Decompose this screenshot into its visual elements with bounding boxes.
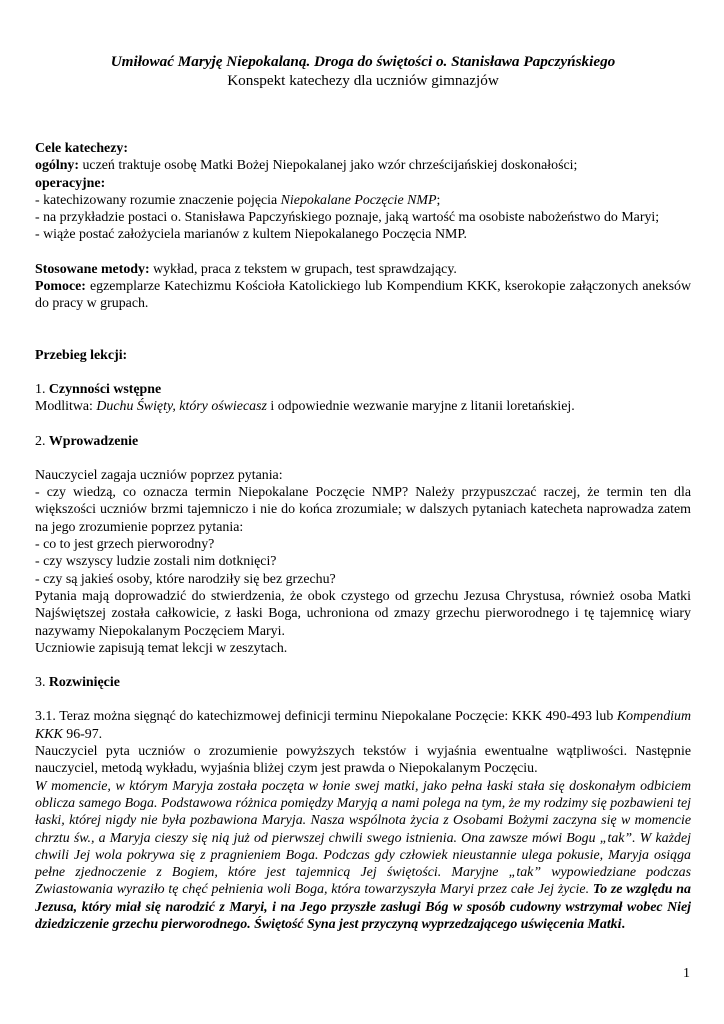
goal-general: ogólny: uczeń traktuje osobę Matki Bożej Niepokalanej jako wzór chrześcijańskiej doskonałości; [35, 158, 578, 174]
section-2-paragraph: - czy wiedzą, co oznacza termin Niepokalane Poczęcie NMP? Należy przypuszczać raczej, że termin ten dla większości uczniów brzmi tajemniczo i nie do końca zrozumiale; w dalszych pytaniach katecheta naprowadza zatem na jego zrozumienie poprzez pytania: [35, 485, 691, 535]
page-number: 1 [683, 966, 690, 981]
section-3-quote: W momencie, w którym Maryja została poczęta w łonie swej matki, jako pełna łaski stała się doskonałym odbiciem oblicza samego Boga. Podstawowa różnica pomiędzy Maryją a nami polega na tym, że my rodzimy się pozbawieni tej łaski, której nigdy nie była pozbawiona Maryja. Nasza wspólnota życia z Osobami Bożymi zaczyna się w momencie chrztu św., a Maryja cieszy się nią już od pierwszej chwili swego istnienia. Ona zawsze mówi Bogu „tak”. W każdej chwili Jej wola pokrywa się z pragnieniem Boga. Podczas gdy człowiek nieustannie ulega pokusie, Maryja osiąga pełne zjednoczenie z Bogiem, które jest tajemnicą Jej świętości. Maryjne „tak” wypowiedziane podczas Zwiastowania wyraziło tę chęć pełnienia woli Boga, która towarzyszyła Maryi przez całe Jej życie. To ze względu na Jezusa, który miał się narodzić z Maryi, i na Jego przyszłe zasługi Bóg w sposób cudowny wstrzymał wobec Niej dziedziczenie grzechu pierworodnego. Świętość Syna jest przyczyną wyprzedzającego uświęcenia Matki. [35, 778, 691, 932]
goals-operational-label: operacyjne: [35, 175, 106, 191]
section-2-paragraph: - czy wszyscy ludzie zostali nim dotknięci? [35, 554, 277, 570]
section-2-paragraph: Pytania mają doprowadzić do stwierdzenia, że obok czystego od grzechu Jezusa Chrystusa, również osoba Matki Najświętszej została całkowicie, z łaski Boga, uchroniona od zmazy grzechu pierworodnego i tę tajemnicę wiary nazywamy Niepokalanym Poczęciem Maryi. [35, 588, 691, 639]
section-3-paragraph: Nauczyciel pyta uczniów o zrozumienie powyższych tekstów i wyjaśnia ewentualne wątpliwości. Następnie nauczyciel, metodą wykładu, wyjaśnia bliżej czym jest prawda o Niepokalanym Poczęciu. [35, 744, 691, 777]
goal-operational-2: - na przykładzie postaci o. Stanisława Papczyńskiego poznaje, jaką wartość ma osobiste nabożeństwo do Maryi; [35, 210, 660, 226]
section-2-paragraph: - czy są jakieś osoby, które narodziły się bez grzechu? [35, 571, 336, 587]
section-3-paragraph: 3.1. Teraz można sięgnąć do katechizmowej definicji terminu Niepokalane Poczęcie: KKK 490-493 lub Kompendium KKK 96-97. [35, 709, 691, 742]
document-title: Umiłować Maryję Niepokalaną. Droga do świętości o. Stanisława Papczyńskiego [110, 53, 616, 70]
section-1-heading: 1. Czynności wstępne [35, 381, 162, 397]
section-1-prayer: Modlitwa: Duchu Święty, który oświecasz i odpowiednie wezwanie maryjne z litanii loretańskiej. [35, 399, 575, 415]
goal-operational-3: - wiąże postać założyciela marianów z kultem Niepokalanego Poczęcia NMP. [35, 227, 467, 243]
section-2-paragraph: Uczniowie zapisują temat lekcji w zeszytach. [35, 640, 288, 656]
section-3-heading: 3. Rozwinięcie [35, 675, 120, 691]
section-2-heading: 2. Wprowadzenie [35, 433, 139, 449]
section-2-paragraph: Nauczyciel zagaja uczniów poprzez pytania: [35, 467, 283, 483]
section-2-paragraph: - co to jest grzech pierworodny? [35, 537, 215, 553]
document-page [35, 52, 691, 933]
methods: Stosowane metody: wykład, praca z tekstem w grupach, test sprawdzający. [35, 261, 457, 277]
document-subtitle: Konspekt katechezy dla uczniów gimnazjów [227, 72, 499, 89]
aids: Pomoce: egzemplarze Katechizmu Kościoła Katolickiego lub Kompendium KKK, kserokopie załączonych aneksów do pracy w grupach. [35, 279, 691, 312]
goal-operational-1: - katechizowany rozumie znaczenie pojęcia Niepokalane Poczęcie NMP; [35, 192, 441, 208]
lesson-heading: Przebieg lekcji: [35, 347, 128, 363]
goals-heading: Cele katechezy: [35, 141, 128, 156]
